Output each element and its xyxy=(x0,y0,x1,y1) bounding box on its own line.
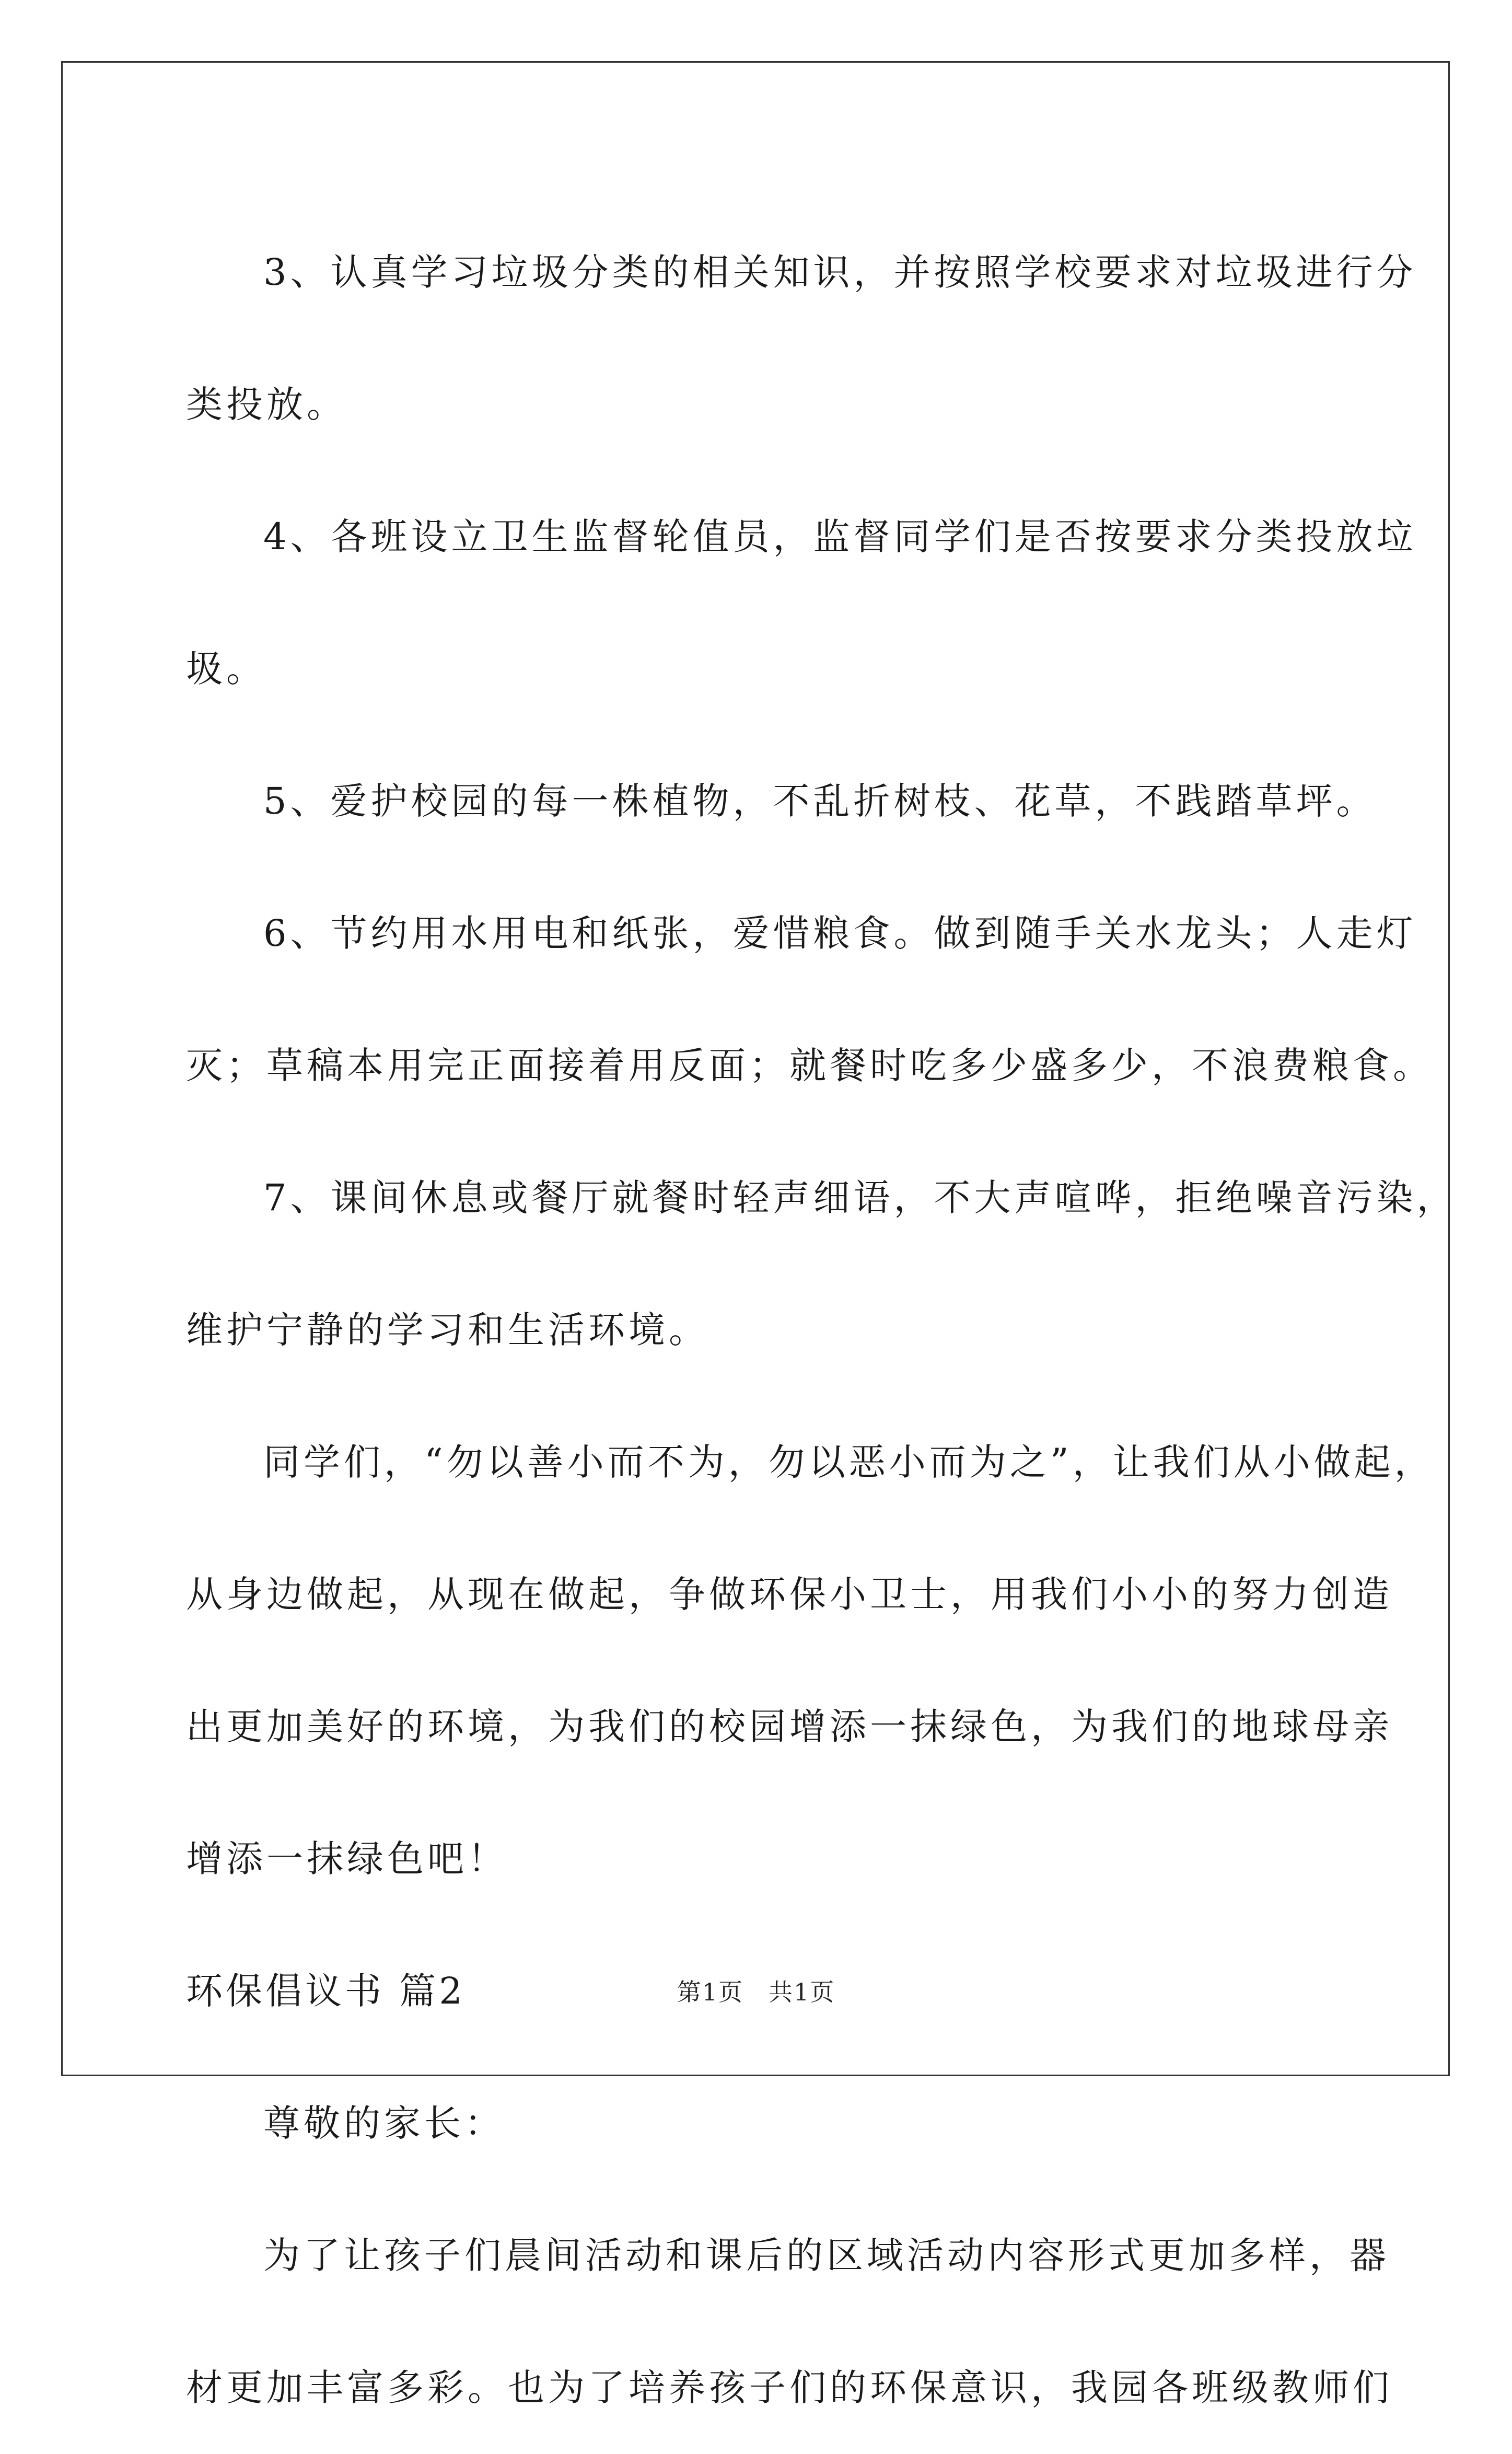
text-line: 材更加丰富多彩。也为了培养孩子们的环保意识，我园各班级教师们 xyxy=(186,2366,1393,2409)
text-line: 同学们，“勿以善小而不为，勿以恶小而为之”，让我们从小做起， xyxy=(263,1441,1435,1484)
text-line: 灭；草稿本用完正面接着用反面；就餐时吃多少盛多少，不浪费粮食。 xyxy=(186,1044,1433,1087)
salutation: 尊敬的家长： xyxy=(263,2102,505,2145)
text-line: 从身边做起，从现在做起，争做环保小卫士，用我们小小的努力创造 xyxy=(186,1573,1393,1616)
text-line: 出更加美好的环境，为我们的校园增添一抹绿色，为我们的地球母亲 xyxy=(186,1705,1393,1748)
text-line: 圾。 xyxy=(186,647,266,690)
text-line: 5、爱护校园的每一株植物，不乱折树枝、花草，不践踏草坪。 xyxy=(263,780,1377,823)
section-heading: 环保倡议书 篇2 xyxy=(186,1970,466,2012)
text-line: 类投放。 xyxy=(186,383,347,426)
page-number-footer: 第1页 共1页 xyxy=(677,1978,835,2006)
document-body xyxy=(186,206,1457,2454)
text-line: 7、课间休息或餐厅就餐时轻声细语，不大声喧哗，拒绝噪音污染， xyxy=(263,1176,1457,1219)
text-line: 4、各班设立卫生监督轮值员，监督同学们是否按要求分类投放垃 xyxy=(263,515,1417,558)
text-line: 3、认真学习垃圾分类的相关知识，并按照学校要求对垃圾进行分 xyxy=(263,251,1417,294)
text-line: 为了让孩子们晨间活动和课后的区域活动内容形式更加多样，器 xyxy=(263,2234,1390,2277)
text-line: 6、节约用水用电和纸张，爱惜粮食。做到随手关水龙头；人走灯 xyxy=(263,912,1417,955)
text-line: 维护宁静的学习和生活环境。 xyxy=(186,1309,709,1351)
text-line: 增添一抹绿色吧！ xyxy=(186,1837,508,1880)
